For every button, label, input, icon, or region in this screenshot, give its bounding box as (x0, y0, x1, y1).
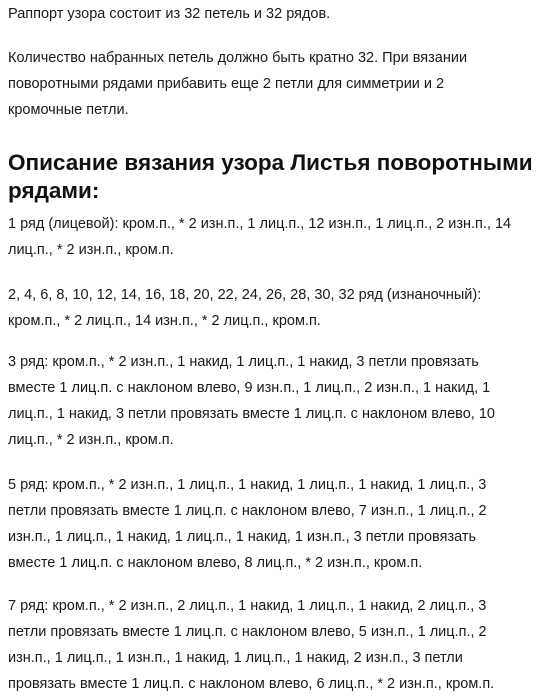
text-line: поворотными рядами прибавить еще 2 петли для симметрии и 2 (8, 76, 445, 92)
text-line: провязать вместе 1 лиц.п. с наклоном влево, 6 лиц.п., * 2 изн.п., кром.п. (8, 676, 495, 692)
text-line: вместе 1 лиц.п. с наклоном влево, 8 лиц.п., * 2 изн.п., кром.п. (8, 555, 423, 571)
text-line: кром.п., * 2 лиц.п., 14 изн.п., * 2 лиц.п., кром.п. (8, 313, 321, 329)
text-line: 2, 4, 6, 8, 10, 12, 14, 16, 18, 20, 22, 24, 26, 28, 30, 32 ряд (изнаночный): (8, 287, 482, 303)
section-heading (8, 149, 533, 205)
even-rows-instruction (8, 282, 481, 334)
text-line: лиц.п., * 2 изн.п., кром.п. (8, 432, 174, 448)
row-3-instruction (8, 349, 495, 453)
heading-line: рядами: (8, 178, 100, 203)
text-line: изн.п., 1 лиц.п., 1 накид, 1 лиц.п., 1 накид, 1 изн.п., 3 петли провязать (8, 529, 477, 545)
intro-repeat-paragraph (8, 1, 330, 27)
text-line: вместе 1 лиц.п. с наклоном влево, 9 изн.п., 1 лиц.п., 2 изн.п., 1 накид, 1 (8, 380, 491, 396)
text-line: петли провязать вместе 1 лиц.п. с наклоном влево, 7 изн.п., 1 лиц.п., 2 (8, 503, 487, 519)
text-line: 1 ряд (лицевой): кром.п., * 2 изн.п., 1 лиц.п., 12 изн.п., 1 лиц.п., 2 изн.п., 14 (8, 216, 512, 232)
row-5-instruction (8, 472, 487, 576)
row-7-instruction (8, 593, 494, 697)
text-line: петли провязать вместе 1 лиц.п. с наклоном влево, 5 изн.п., 1 лиц.п., 2 (8, 624, 487, 640)
intro-cast-on-paragraph (8, 45, 467, 123)
text-line: Количество набранных петель должно быть кратно 32. При вязании (8, 50, 468, 66)
text-line: Раппорт узора состоит из 32 петель и 32 рядов. (8, 6, 331, 22)
row-1-instruction (8, 211, 511, 263)
heading-line: Описание вязания узора Листья поворотными (8, 150, 533, 175)
text-line: 7 ряд: кром.п., * 2 изн.п., 2 лиц.п., 1 накид, 1 лиц.п., 1 накид, 2 лиц.п., 3 (8, 598, 487, 614)
text-line: лиц.п., * 2 изн.п., кром.п. (8, 242, 174, 258)
text-line: 3 ряд: кром.п., * 2 изн.п., 1 накид, 1 лиц.п., 1 накид, 3 петли провязать (8, 354, 479, 370)
text-line: изн.п., 1 лиц.п., 1 изн.п., 1 накид, 1 лиц.п., 1 накид, 2 изн.п., 3 петли (8, 650, 463, 666)
text-line: кромочные петли. (8, 102, 129, 118)
text-line: лиц.п., 1 накид, 3 петли провязать вместе 1 лиц.п. с наклоном влево, 10 (8, 406, 495, 422)
text-line: 5 ряд: кром.п., * 2 изн.п., 1 лиц.п., 1 накид, 1 лиц.п., 1 накид, 1 лиц.п., 3 (8, 477, 487, 493)
